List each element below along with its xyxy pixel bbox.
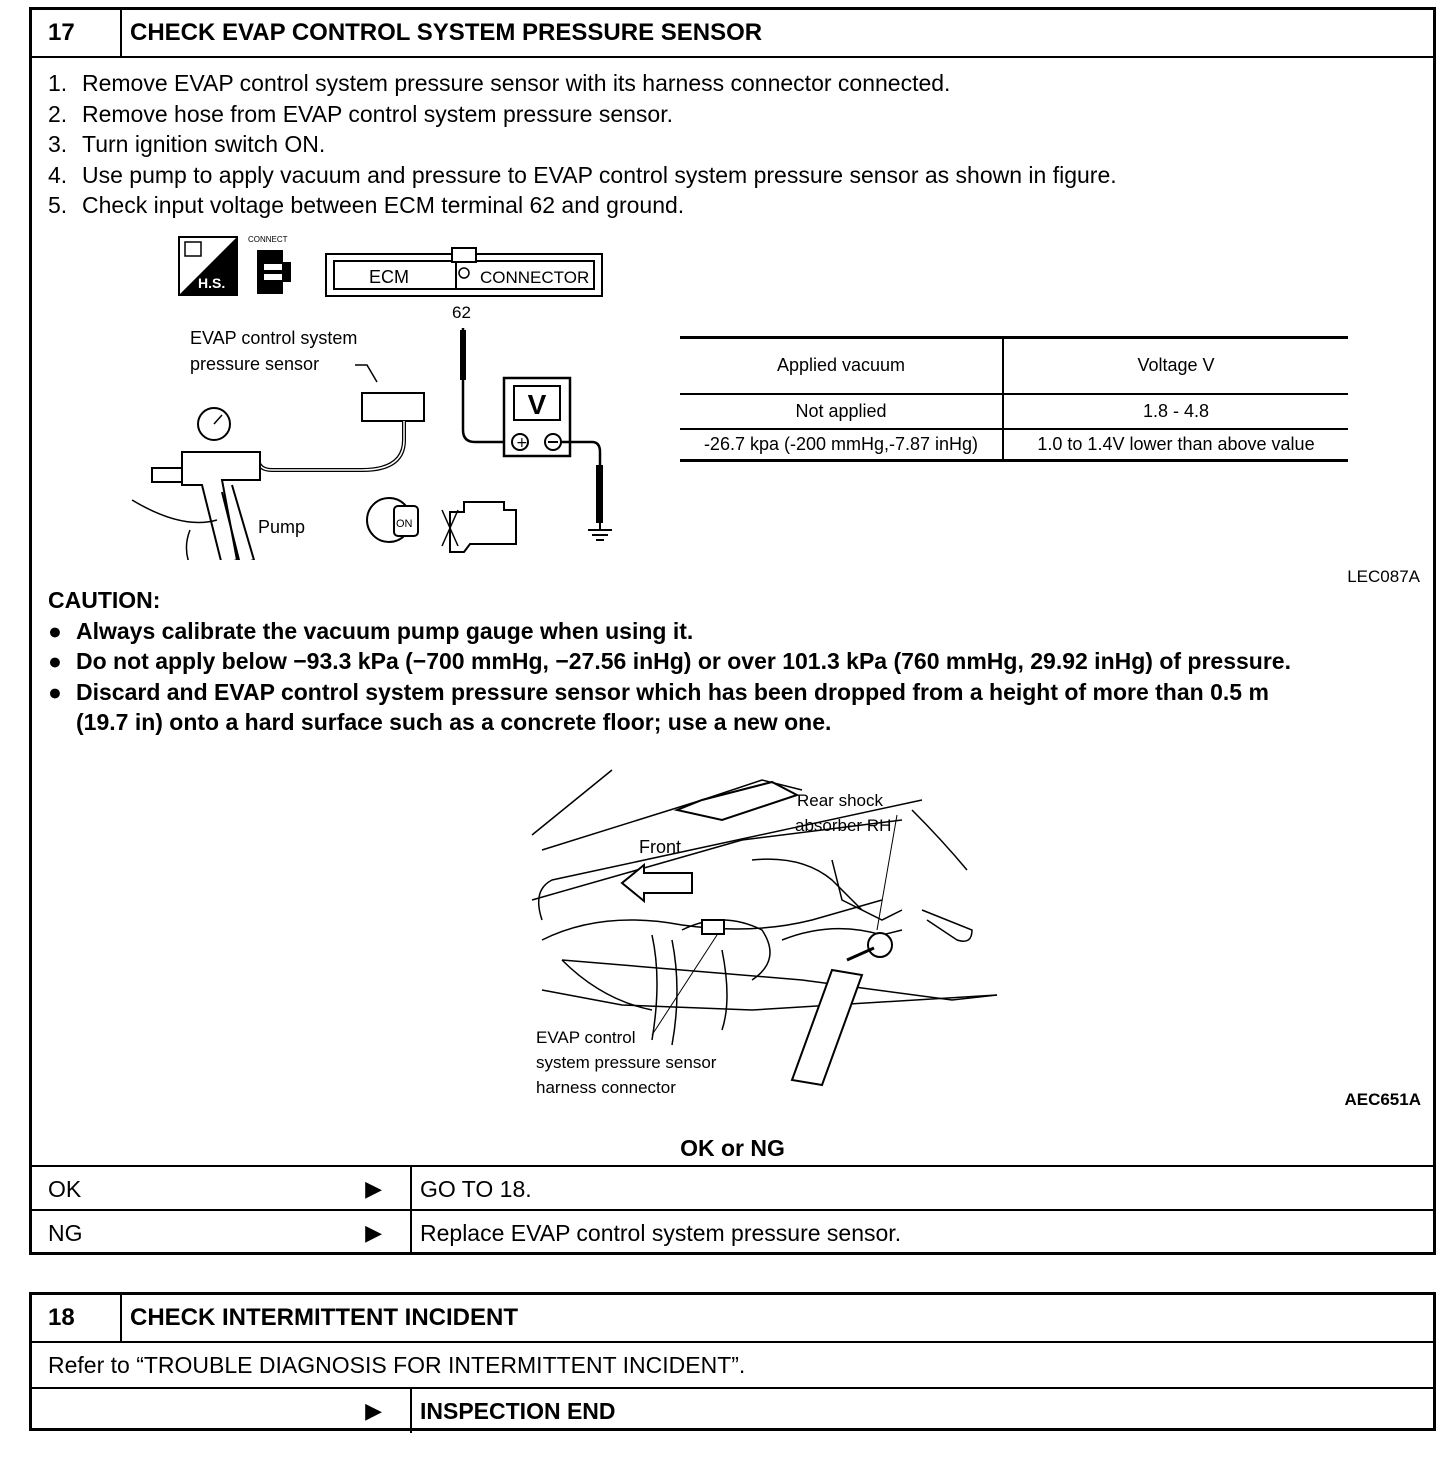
- procedure-step: 1. Remove EVAP control system pressure sensor with its harness connector connected.: [48, 70, 951, 96]
- svg-text:system pressure sensor: system pressure sensor: [536, 1053, 717, 1072]
- procedure-step: 2. Remove hose from EVAP control system pressure sensor.: [48, 100, 674, 127]
- table-cell: -26.7 kpa (-200 mmHg,-7.87 inHg): [680, 429, 1003, 461]
- table-header-cell: Applied vacuum: [680, 338, 1003, 394]
- step-number: 18: [32, 1295, 122, 1341]
- svg-text:ECM: ECM: [369, 267, 409, 287]
- bullet-icon: ●: [48, 678, 62, 705]
- procedure-step: 3. Turn ignition switch ON.: [48, 131, 326, 157]
- caution-item: ● Always calibrate the vacuum pump gauge when using it.: [48, 616, 1291, 647]
- bullet-icon: ●: [48, 648, 62, 674]
- result-action: Replace EVAP control system pressure sensor.: [420, 1219, 902, 1246]
- voltmeter-icon: [504, 378, 570, 456]
- svg-text:Rear shock: Rear shock: [797, 791, 883, 810]
- svg-text:EVAP control: EVAP control: [536, 1028, 636, 1047]
- procedure-step: 5. Check input voltage between ECM terminal 62 and ground.: [48, 192, 685, 218]
- table-row: [680, 429, 1348, 461]
- svg-text:ON: ON: [396, 518, 413, 530]
- voltage-check-figure: [32, 230, 1432, 600]
- arrow-right-icon: ▶: [365, 1398, 382, 1423]
- svg-text:pressure sensor: pressure sensor: [190, 354, 320, 374]
- step-header: [32, 10, 1433, 58]
- hs-icon: [179, 237, 237, 295]
- underbody-illustration: [502, 760, 1022, 1100]
- ok-or-ng-heading: OK or NG: [680, 1135, 785, 1161]
- procedure-step: 4. Use pump to apply vacuum and pressure to EVAP control system pressure sensor as shown in figure.: [48, 161, 1117, 188]
- wiring-illustration: [32, 230, 692, 560]
- result-row-ng: [32, 1209, 1433, 1255]
- ground-icon: [588, 523, 612, 540]
- svg-text:CONNECT: CONNECT: [248, 235, 288, 244]
- svg-text:absorber RH: absorber RH: [795, 816, 892, 835]
- engine-icon: [442, 502, 516, 552]
- harness-connector: [702, 920, 724, 934]
- table-cell: Not applied: [680, 394, 1003, 429]
- vacuum-pump-icon: [132, 408, 260, 560]
- caution-item: ● Do not apply below −93.3 kPa (−700 mmHg, −27.56 inHg) or over 101.3 kPa (760 mmHg, 29.92 inHg) of pressure.: [48, 646, 1291, 677]
- svg-text:Pump: Pump: [258, 517, 306, 537]
- svg-text:harness connector: harness connector: [536, 1078, 676, 1097]
- result-action: GO TO 18.: [420, 1175, 532, 1202]
- ignition-key-icon: [367, 498, 418, 542]
- svg-text:+: +: [516, 435, 528, 451]
- caution-item-continued: (19.7 in) onto a hard surface such as a concrete floor; use a new one.: [76, 709, 832, 735]
- step-header: [32, 1295, 1433, 1343]
- shock-absorber: [792, 933, 892, 1085]
- step-number: 17: [32, 10, 122, 56]
- caution-title: CAUTION:: [48, 587, 161, 613]
- bullet-icon: ●: [48, 617, 62, 644]
- step-title: CHECK EVAP CONTROL SYSTEM PRESSURE SENSOR: [130, 19, 763, 46]
- caution-block: [48, 585, 1291, 738]
- ecm-connector: [326, 248, 602, 296]
- result-row-end: [32, 1387, 1433, 1433]
- table-header-cell: Voltage V: [1137, 355, 1215, 376]
- arrow-right-icon: ▶: [365, 1176, 382, 1201]
- table-cell: 1.8 - 4.8: [1142, 400, 1210, 421]
- table-cell: 1.0 to 1.4V lower than above value: [1037, 433, 1315, 454]
- caution-item: ● Discard and EVAP control system pressure sensor which has been dropped from a height of more than 0.5 m: [48, 677, 1291, 708]
- terminal-number: 62: [452, 303, 471, 322]
- svg-text:EVAP control system: EVAP control system: [190, 328, 358, 348]
- pressure-sensor: [362, 393, 424, 421]
- svg-text:Front: Front: [639, 837, 682, 857]
- arrow-right-icon: ▶: [365, 1220, 382, 1245]
- result-label: OK: [48, 1175, 82, 1202]
- front-arrow-icon: [622, 865, 692, 901]
- step-17-box: [29, 7, 1436, 1255]
- table-header-row: [680, 338, 1348, 394]
- sensor-location-figure: [502, 760, 1022, 1100]
- voltage-spec-table: [680, 336, 1348, 462]
- connector-icon: [248, 235, 291, 294]
- svg-text:H.S.: H.S.: [198, 275, 226, 291]
- svg-text:V: V: [527, 389, 547, 420]
- figure-code: AEC651A: [1344, 1090, 1421, 1109]
- result-action: INSPECTION END: [420, 1397, 616, 1424]
- result-row-ok: [32, 1165, 1433, 1211]
- step-title: CHECK INTERMITTENT INCIDENT: [130, 1304, 518, 1331]
- table-row: [680, 394, 1348, 429]
- result-label: NG: [48, 1219, 83, 1246]
- svg-text:CONNECTOR: CONNECTOR: [480, 268, 590, 287]
- step-instruction: Refer to “TROUBLE DIAGNOSIS FOR INTERMITTENT INCIDENT”.: [48, 1351, 746, 1378]
- step-18-box: [29, 1292, 1436, 1431]
- figure-code: LEC087A: [1347, 567, 1420, 586]
- procedure-list: [48, 68, 1433, 221]
